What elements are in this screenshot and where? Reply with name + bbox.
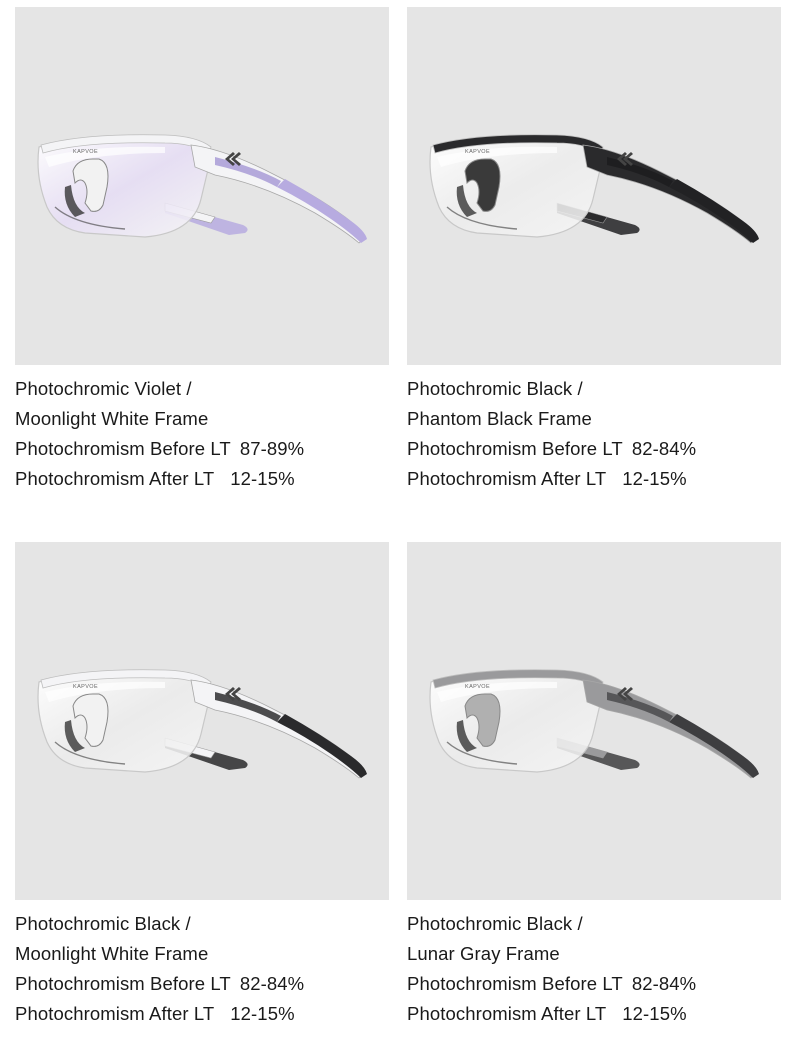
spec-before-label: Photochromism Before LT xyxy=(15,973,231,994)
sunglasses-illustration xyxy=(407,7,781,365)
brand-mark: KAPVOE xyxy=(465,149,491,155)
spec-after-label: Photochromism After LT xyxy=(15,1003,215,1024)
sunglasses-illustration xyxy=(407,542,781,900)
spec-before-value: 87-89% xyxy=(239,438,305,459)
spec-after-value: 12-15% xyxy=(622,468,687,489)
spec-after-row xyxy=(15,999,389,1029)
spec-before-value: 82-84% xyxy=(631,973,697,994)
spec-before-value: 82-84% xyxy=(239,973,305,994)
spec-after-label: Photochromism After LT xyxy=(407,1003,607,1024)
lens-name: Photochromic Black / xyxy=(15,913,191,934)
temple-tip xyxy=(669,714,759,778)
brand-mark: KAPVOE xyxy=(73,149,99,155)
spec-after-value: 12-15% xyxy=(230,468,295,489)
product-card-black-white xyxy=(15,542,389,1029)
lens-name: Photochromic Black / xyxy=(407,913,583,934)
sunglasses-illustration xyxy=(15,542,389,900)
product-caption xyxy=(15,909,389,1029)
product-card-black-phantom xyxy=(407,7,781,494)
spec-after-row xyxy=(407,999,781,1029)
product-caption xyxy=(407,374,781,494)
spec-after-value: 12-15% xyxy=(622,1003,687,1024)
spec-before-row xyxy=(407,969,781,999)
spec-before-label: Photochromism Before LT xyxy=(407,973,623,994)
product-image-glasses xyxy=(407,542,781,900)
spec-after-label: Photochromism After LT xyxy=(407,468,607,489)
product-caption xyxy=(407,909,781,1029)
sunglasses-illustration xyxy=(15,7,389,365)
spec-before-label: Photochromism Before LT xyxy=(407,438,623,459)
spec-before-label: Photochromism Before LT xyxy=(15,438,231,459)
spec-after-label: Photochromism After LT xyxy=(15,468,215,489)
lens-name: Photochromic Black / xyxy=(407,378,583,399)
spec-before-row xyxy=(15,434,389,464)
product-card-violet-white xyxy=(15,7,389,494)
temple-tip xyxy=(669,179,759,243)
spec-after-row xyxy=(15,464,389,494)
spec-after-value: 12-15% xyxy=(230,1003,295,1024)
frame-name: Moonlight White Frame xyxy=(15,408,209,429)
temple-tip xyxy=(277,714,367,778)
product-image-glasses xyxy=(15,7,389,365)
product-card-black-lunar-gray xyxy=(407,542,781,1029)
spec-before-value: 82-84% xyxy=(631,438,697,459)
product-caption xyxy=(15,374,389,494)
frame-name: Lunar Gray Frame xyxy=(407,943,560,964)
brand-mark: KAPVOE xyxy=(465,684,491,690)
product-image-glasses xyxy=(407,7,781,365)
frame-name: Phantom Black Frame xyxy=(407,408,592,429)
spec-after-row xyxy=(407,464,781,494)
product-image-glasses xyxy=(15,542,389,900)
brand-mark: KAPVOE xyxy=(73,684,99,690)
frame-name: Moonlight White Frame xyxy=(15,943,209,964)
temple-tip xyxy=(277,179,367,243)
spec-before-row xyxy=(407,434,781,464)
lens-name: Photochromic Violet / xyxy=(15,378,192,399)
spec-before-row xyxy=(15,969,389,999)
